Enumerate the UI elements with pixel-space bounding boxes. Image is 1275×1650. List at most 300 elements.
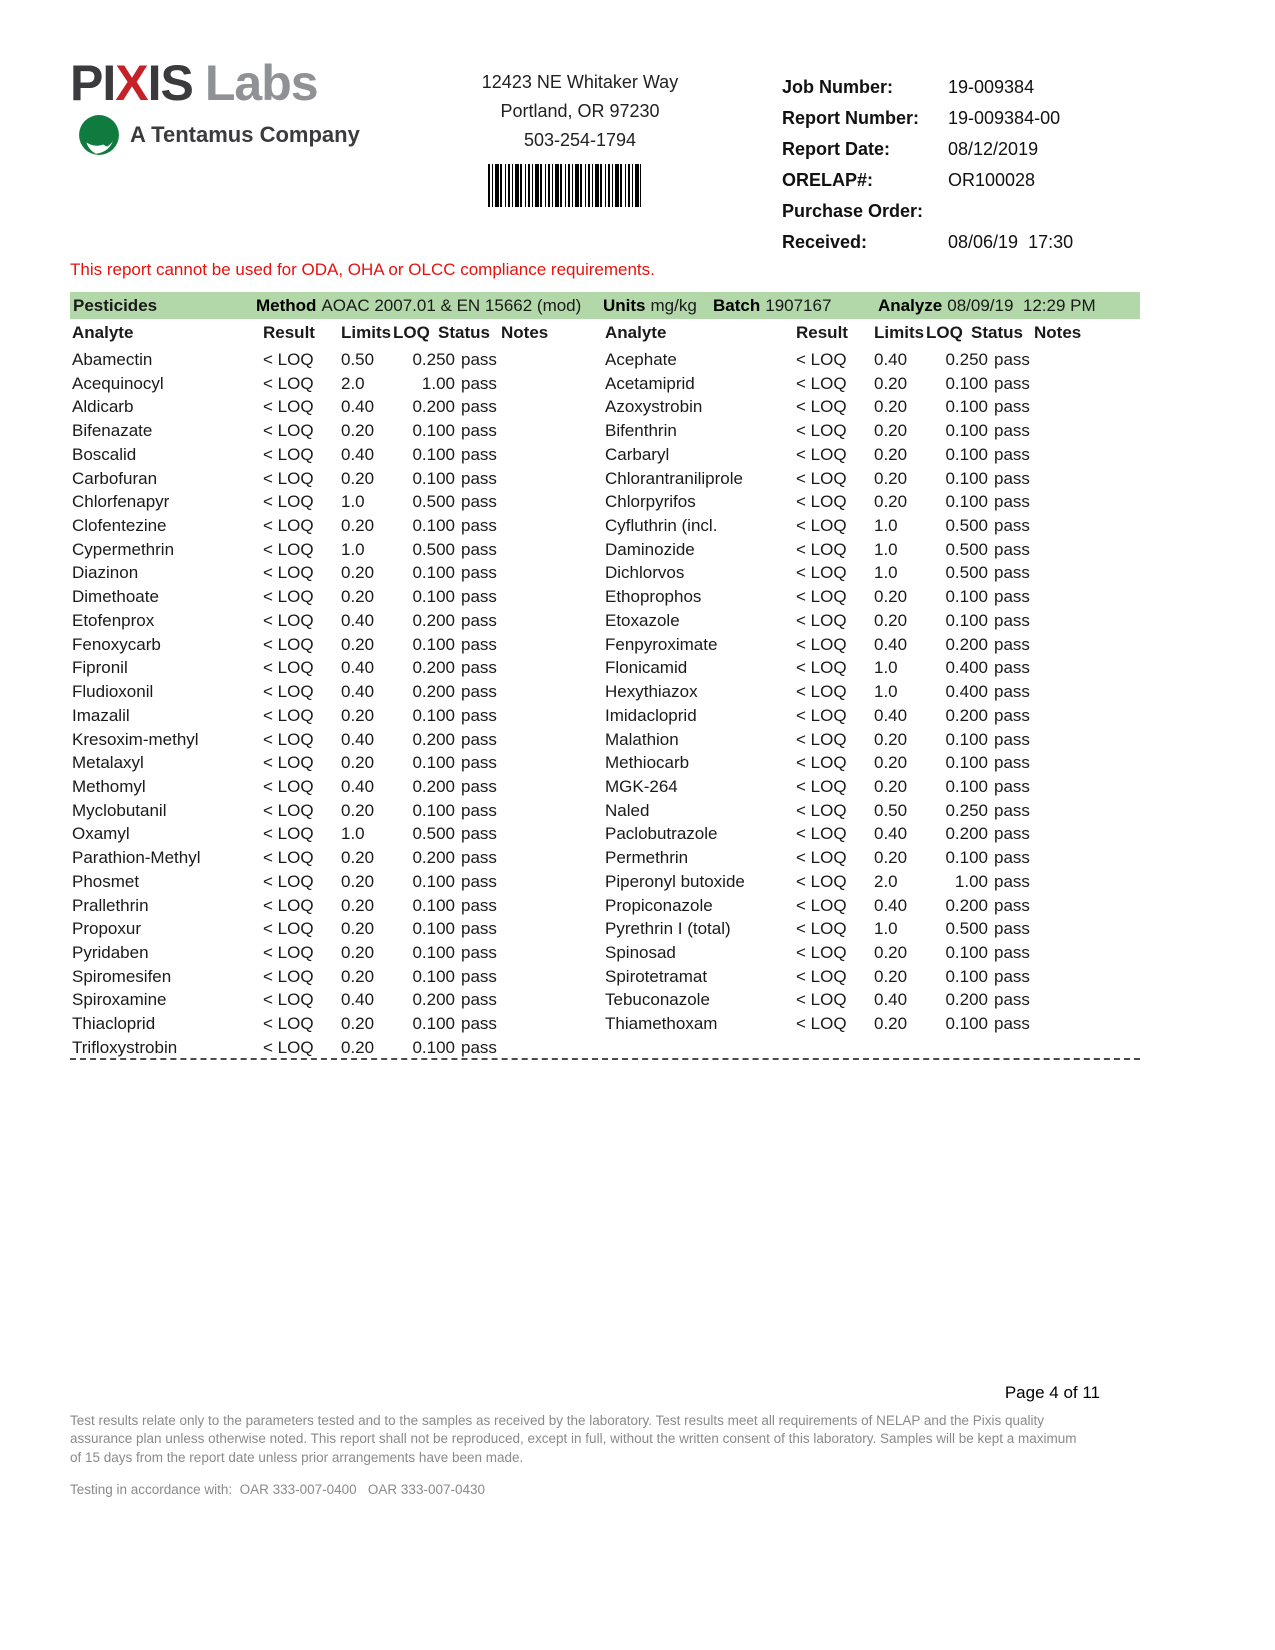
compliance-notice: This report cannot be used for ODA, OHA or OLCC compliance requirements. [70, 260, 655, 279]
cell-limits: 1.0 [874, 658, 898, 678]
table-row [70, 1012, 607, 1036]
table-row [603, 490, 1140, 514]
cell-analyte: Paclobutrazole [605, 824, 718, 844]
cell-limits: 0.20 [341, 421, 375, 441]
table-row [70, 395, 607, 419]
cell-status: pass [461, 444, 497, 464]
cell-status: pass [994, 942, 1030, 962]
cell-analyte: Dimethoate [72, 587, 159, 607]
cell-result: < LOQ [263, 800, 314, 820]
cell-loq: 0.250 [945, 800, 988, 820]
table-row [603, 585, 1140, 609]
table-row [70, 704, 607, 728]
cell-analyte: Thiacloprid [72, 1014, 156, 1034]
cell-loq: 0.100 [412, 587, 455, 607]
cell-limits: 0.20 [341, 871, 375, 891]
cell-status: pass [994, 800, 1030, 820]
cell-loq: 0.200 [412, 848, 455, 868]
cell-result: < LOQ [263, 895, 314, 915]
cell-result: < LOQ [263, 919, 314, 939]
cell-status: pass [461, 350, 497, 369]
logo-text-is: IS [147, 55, 193, 111]
cell-status: pass [461, 824, 497, 844]
cell-analyte: Daminozide [605, 539, 695, 559]
cell-loq: 0.100 [412, 942, 455, 962]
cell-analyte: Cypermethrin [72, 539, 175, 559]
cell-analyte: Pyridaben [72, 942, 149, 962]
table-row [603, 538, 1140, 562]
cell-status: pass [461, 895, 497, 915]
cell-result: < LOQ [796, 824, 847, 844]
cell-limits: 0.40 [341, 658, 375, 678]
cell-status: pass [994, 966, 1030, 986]
table-row [70, 372, 607, 396]
cell-limits: 0.40 [341, 776, 375, 796]
page-number: Page 4 of 11 [1004, 1383, 1100, 1402]
cell-limits: 0.40 [341, 990, 375, 1010]
cell-result: < LOQ [796, 776, 847, 796]
cell-loq: 0.100 [412, 1037, 455, 1057]
tentamus-tagline-row [78, 114, 360, 156]
table-row [70, 514, 607, 538]
cell-loq: 0.500 [945, 516, 988, 536]
table-row [603, 514, 1140, 538]
cell-status: pass [461, 373, 497, 393]
table-row [603, 609, 1140, 633]
table-row [603, 348, 1140, 372]
cell-limits: 0.20 [874, 468, 908, 488]
cell-analyte: Etofenprox [72, 610, 155, 630]
cell-limits: 0.20 [341, 942, 375, 962]
section-divider-dashed [70, 1058, 1140, 1060]
cell-result: < LOQ [263, 444, 314, 464]
cell-status: pass [994, 492, 1030, 512]
address-phone: 503-254-1794 [523, 130, 637, 150]
section-batch: Batch 1907167 [713, 296, 832, 315]
cell-status: pass [461, 705, 497, 725]
cell-result: < LOQ [263, 776, 314, 796]
cell-loq: 0.100 [412, 966, 455, 986]
cell-status: pass [994, 468, 1030, 488]
table-row [603, 917, 1140, 941]
cell-result: < LOQ [263, 729, 314, 749]
cell-loq: 0.100 [945, 1014, 988, 1034]
report-meta [782, 72, 1172, 258]
cell-status: pass [994, 373, 1030, 393]
logo-text-pi: PI [70, 55, 116, 111]
cell-limits: 0.20 [874, 753, 908, 773]
cell-status: pass [461, 800, 497, 820]
section-method: Method AOAC 2007.01 & EN 15662 (mod) [256, 296, 582, 315]
cell-limits: 0.20 [874, 587, 908, 607]
cell-loq: 0.200 [412, 682, 455, 702]
cell-limits: 0.20 [874, 966, 908, 986]
cell-analyte: Carbaryl [605, 444, 670, 464]
cell-status: pass [461, 397, 497, 417]
cell-result: < LOQ [796, 373, 847, 393]
cell-status: pass [461, 776, 497, 796]
table-row [603, 941, 1140, 965]
cell-analyte: Trifloxystrobin [72, 1037, 178, 1057]
cell-result: < LOQ [263, 397, 314, 417]
cell-analyte: Aldicarb [72, 397, 134, 417]
cell-limits: 1.0 [874, 539, 898, 559]
cell-result: < LOQ [796, 610, 847, 630]
cell-analyte: Acetamiprid [605, 373, 695, 393]
cell-result: < LOQ [796, 350, 847, 369]
cell-limits: 0.20 [874, 848, 908, 868]
cell-result: < LOQ [263, 966, 314, 986]
table-row [603, 680, 1140, 704]
cell-loq: 0.200 [412, 776, 455, 796]
cell-status: pass [461, 468, 497, 488]
table-row [603, 419, 1140, 443]
cell-analyte: Chlorpyrifos [605, 492, 696, 512]
cell-analyte: Parathion-Methyl [72, 848, 201, 868]
cell-status: pass [994, 563, 1030, 583]
cell-limits: 0.40 [341, 444, 375, 464]
cell-status: pass [461, 563, 497, 583]
cell-status: pass [994, 1014, 1030, 1034]
cell-status: pass [994, 634, 1030, 654]
table-row [70, 846, 607, 870]
tentamus-tagline: A Tentamus Company [130, 122, 360, 147]
cell-analyte: Prallethrin [72, 895, 149, 915]
cell-loq: 0.200 [945, 895, 988, 915]
cell-loq: 0.100 [412, 919, 455, 939]
table-row [603, 728, 1140, 752]
cell-limits: 0.20 [341, 705, 375, 725]
cell-limits: 2.0 [341, 373, 365, 393]
cell-result: < LOQ [796, 729, 847, 749]
cell-result: < LOQ [796, 800, 847, 820]
cell-status: pass [461, 492, 497, 512]
cell-analyte: Propoxur [72, 919, 141, 939]
table-row [603, 1012, 1140, 1036]
cell-status: pass [461, 1037, 497, 1057]
cell-analyte: Spiromesifen [72, 966, 172, 986]
cell-result: < LOQ [796, 634, 847, 654]
cell-status: pass [994, 444, 1030, 464]
cell-loq: 0.500 [412, 824, 455, 844]
cell-loq: 0.100 [412, 871, 455, 891]
cell-loq: 0.100 [412, 468, 455, 488]
table-row [70, 965, 607, 989]
table-row [70, 656, 607, 680]
cell-status: pass [461, 753, 497, 773]
meta-received: Received: 08/06/19 17:30 [782, 232, 1074, 252]
cell-loq: 0.100 [945, 397, 988, 417]
cell-result: < LOQ [796, 871, 847, 891]
cell-limits: 0.40 [341, 729, 375, 749]
cell-loq: 0.100 [945, 942, 988, 962]
cell-analyte: Etoxazole [605, 610, 680, 630]
cell-result: < LOQ [263, 705, 314, 725]
cell-status: pass [461, 1014, 497, 1034]
cell-analyte: Methiocarb [605, 753, 690, 773]
cell-result: < LOQ [263, 539, 314, 559]
cell-limits: 0.20 [874, 397, 908, 417]
table-rows-left [70, 348, 607, 1060]
cell-result: < LOQ [796, 990, 847, 1010]
cell-analyte: Bifenthrin [605, 421, 677, 441]
table-row [70, 419, 607, 443]
cell-result: < LOQ [263, 468, 314, 488]
lab-address [420, 68, 740, 155]
table-row [603, 656, 1140, 680]
cell-analyte: Metalaxyl [72, 753, 144, 773]
cell-loq: 0.500 [412, 492, 455, 512]
cell-status: pass [461, 539, 497, 559]
cell-result: < LOQ [263, 1037, 314, 1057]
cell-status: pass [994, 350, 1030, 369]
section-title: Pesticides [73, 296, 158, 315]
cell-loq: 0.100 [945, 848, 988, 868]
table-row [70, 443, 607, 467]
table-row [603, 775, 1140, 799]
cell-analyte: Bifenazate [72, 421, 153, 441]
tentamus-leaf-icon [78, 114, 120, 156]
cell-limits: 0.40 [341, 682, 375, 702]
cell-loq: 0.100 [945, 776, 988, 796]
cell-loq: 0.100 [412, 444, 455, 464]
cell-analyte: Carbofuran [72, 468, 158, 488]
cell-limits: 0.20 [341, 634, 375, 654]
cell-result: < LOQ [796, 444, 847, 464]
cell-loq: 0.200 [412, 658, 455, 678]
cell-analyte: Clofentezine [72, 516, 167, 536]
cell-result: < LOQ [263, 634, 314, 654]
cell-loq: 0.100 [945, 610, 988, 630]
cell-analyte: Oxamyl [72, 824, 130, 844]
cell-analyte: Flonicamid [605, 658, 688, 678]
cell-loq: 0.100 [412, 895, 455, 915]
cell-status: pass [461, 634, 497, 654]
cell-status: pass [994, 658, 1030, 678]
address-line2: Portland, OR 97230 [500, 101, 660, 121]
footer-disclaimer: Test results relate only to the parameters tested and to the samples as received by the laboratory. Test results meet all requirements of NELAP and the Pixis quality assurance plan unless otherwise noted. This report shall not be reproduced, except in full, without the written consent of this laboratory. Samples will be kept a maximum of 15 days from the report date unless prior arrangements have been made. [70, 1413, 1077, 1465]
table-row [603, 372, 1140, 396]
cell-limits: 0.40 [874, 990, 908, 1010]
cell-limits: 1.0 [341, 824, 365, 844]
cell-analyte: Permethrin [605, 848, 689, 868]
cell-loq: 0.500 [945, 563, 988, 583]
table-row [70, 585, 607, 609]
pesticides-section-header [70, 292, 1140, 319]
cell-result: < LOQ [796, 516, 847, 536]
cell-status: pass [994, 705, 1030, 725]
cell-analyte: Malathion [605, 729, 679, 749]
cell-result: < LOQ [796, 421, 847, 441]
cell-limits: 0.20 [341, 919, 375, 939]
cell-result: < LOQ [263, 373, 314, 393]
cell-limits: 1.0 [874, 682, 898, 702]
cell-limits: 0.20 [341, 1037, 375, 1057]
cell-loq: 0.100 [945, 421, 988, 441]
cell-loq: 0.200 [412, 397, 455, 417]
address-line1: 12423 NE Whitaker Way [481, 72, 679, 92]
cell-result: < LOQ [263, 848, 314, 868]
cell-loq: 0.100 [412, 753, 455, 773]
cell-result: < LOQ [796, 966, 847, 986]
table-row [70, 1036, 607, 1060]
cell-result: < LOQ [263, 990, 314, 1010]
table-row [70, 490, 607, 514]
table-row [603, 704, 1140, 728]
cell-status: pass [994, 682, 1030, 702]
table-row [70, 751, 607, 775]
cell-result: < LOQ [263, 1014, 314, 1034]
cell-limits: 0.20 [874, 1014, 908, 1034]
cell-limits: 0.50 [341, 350, 375, 369]
cell-status: pass [461, 919, 497, 939]
cell-status: pass [461, 966, 497, 986]
cell-loq: 0.250 [945, 350, 988, 369]
table-row [603, 751, 1140, 775]
cell-loq: 0.100 [945, 753, 988, 773]
cell-analyte: Dichlorvos [605, 563, 685, 583]
cell-analyte: Spiroxamine [72, 990, 167, 1010]
meta-job-number: Job Number: 19-009384 [782, 77, 1035, 97]
cell-analyte: Tebuconazole [605, 990, 710, 1010]
cell-analyte: Fenpyroximate [605, 634, 718, 654]
cell-limits: 0.20 [341, 895, 375, 915]
cell-status: pass [994, 919, 1030, 939]
cell-status: pass [994, 610, 1030, 630]
cell-analyte: Spirotetramat [605, 966, 708, 986]
table-row [603, 965, 1140, 989]
table-row [603, 870, 1140, 894]
table-row [70, 561, 607, 585]
cell-analyte: Hexythiazox [605, 682, 698, 702]
cell-status: pass [461, 610, 497, 630]
cell-status: pass [461, 682, 497, 702]
cell-result: < LOQ [796, 563, 847, 583]
table-row [70, 348, 607, 372]
cell-result: < LOQ [263, 610, 314, 630]
table-row [603, 894, 1140, 918]
cell-status: pass [461, 990, 497, 1010]
cell-limits: 0.20 [874, 421, 908, 441]
cell-limits: 0.50 [874, 800, 908, 820]
cell-loq: 0.200 [412, 610, 455, 630]
cell-analyte: MGK-264 [605, 776, 678, 796]
cell-analyte: Piperonyl butoxide [605, 871, 745, 891]
cell-limits: 0.40 [341, 610, 375, 630]
cell-analyte: Cyfluthrin (incl. [605, 516, 718, 536]
table-row [70, 680, 607, 704]
cell-analyte: Chlorantraniliprole [605, 468, 743, 488]
cell-loq: 0.200 [412, 729, 455, 749]
cell-status: pass [994, 776, 1030, 796]
cell-result: < LOQ [796, 919, 847, 939]
cell-limits: 0.20 [341, 966, 375, 986]
cell-analyte: Myclobutanil [72, 800, 167, 820]
table-row [603, 799, 1140, 823]
table-row [70, 870, 607, 894]
cell-result: < LOQ [796, 682, 847, 702]
cell-status: pass [994, 990, 1030, 1010]
cell-limits: 0.20 [874, 373, 908, 393]
cell-result: < LOQ [796, 895, 847, 915]
cell-analyte: Spinosad [605, 942, 676, 962]
table-header-row: Analyte Result Limits LOQ Status Notes [605, 323, 1082, 342]
cell-loq: 0.250 [412, 350, 455, 369]
cell-analyte: Fenoxycarb [72, 634, 161, 654]
cell-analyte: Boscalid [72, 444, 137, 464]
cell-limits: 0.20 [341, 516, 375, 536]
cell-result: < LOQ [796, 753, 847, 773]
cell-result: < LOQ [796, 848, 847, 868]
cell-result: < LOQ [796, 397, 847, 417]
cell-loq: 0.500 [945, 919, 988, 939]
cell-result: < LOQ [263, 682, 314, 702]
table-rows-right [603, 348, 1140, 1036]
cell-analyte: Kresoxim-methyl [72, 729, 199, 749]
table-row [70, 775, 607, 799]
cell-analyte: Abamectin [72, 350, 153, 369]
logo-wordmark [70, 55, 360, 111]
cell-result: < LOQ [263, 824, 314, 844]
cell-analyte: Fludioxonil [72, 682, 154, 702]
cell-limits: 0.20 [341, 587, 375, 607]
cell-result: < LOQ [796, 942, 847, 962]
meta-purchase-order: Purchase Order: [782, 201, 924, 221]
cell-loq: 1.00 [954, 871, 988, 891]
cell-loq: 0.100 [412, 421, 455, 441]
cell-limits: 1.0 [874, 516, 898, 536]
cell-status: pass [994, 848, 1030, 868]
cell-status: pass [461, 587, 497, 607]
table-row [70, 538, 607, 562]
cell-loq: 0.200 [945, 634, 988, 654]
cell-result: < LOQ [263, 563, 314, 583]
table-row [70, 988, 607, 1012]
cell-limits: 0.40 [874, 824, 908, 844]
cell-analyte: Chlorfenapyr [72, 492, 170, 512]
cell-result: < LOQ [263, 658, 314, 678]
cell-limits: 1.0 [341, 492, 365, 512]
cell-analyte: Imazalil [72, 705, 130, 725]
cell-analyte: Imidacloprid [605, 705, 697, 725]
cell-result: < LOQ [263, 587, 314, 607]
cell-analyte: Fipronil [72, 658, 128, 678]
cell-status: pass [461, 729, 497, 749]
cell-result: < LOQ [263, 942, 314, 962]
cell-loq: 0.100 [945, 729, 988, 749]
cell-limits: 0.20 [874, 776, 908, 796]
table-row [603, 467, 1140, 491]
cell-loq: 0.100 [412, 516, 455, 536]
cell-status: pass [994, 587, 1030, 607]
section-analyze: Analyze 08/09/19 12:29 PM [878, 296, 1096, 315]
cell-analyte: Methomyl [72, 776, 146, 796]
cell-analyte: Propiconazole [605, 895, 713, 915]
cell-status: pass [461, 871, 497, 891]
pixis-labs-logo [70, 55, 360, 156]
cell-status: pass [994, 397, 1030, 417]
cell-limits: 0.40 [874, 705, 908, 725]
cell-limits: 0.20 [874, 492, 908, 512]
cell-loq: 0.200 [945, 824, 988, 844]
cell-limits: 0.40 [874, 895, 908, 915]
table-row [603, 561, 1140, 585]
pesticides-table-left [70, 322, 607, 1060]
cell-loq: 0.100 [412, 800, 455, 820]
cell-loq: 0.200 [412, 990, 455, 1010]
cell-status: pass [461, 421, 497, 441]
cell-result: < LOQ [796, 1014, 847, 1034]
